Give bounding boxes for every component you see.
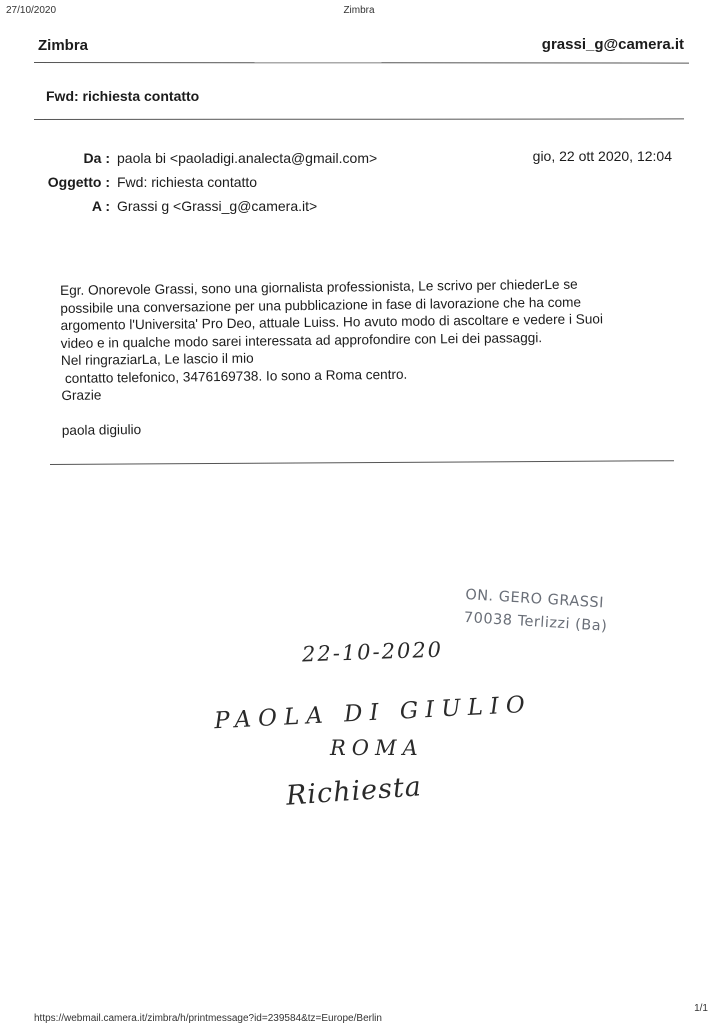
body-line: Nel ringraziarLa, Le lascio il mio [60, 350, 254, 368]
subject-divider [34, 118, 684, 120]
print-date: 27/10/2020 [6, 5, 57, 16]
stamp-line-2: 70038 Terlizzi (Ba) [463, 609, 608, 635]
print-url: https://webmail.camera.it/zimbra/h/printmessage?id=239584&tz=Europe/Berlin [34, 1013, 382, 1024]
handwritten-city: ROMA [330, 736, 424, 760]
print-title: Zimbra [343, 5, 375, 16]
to-value: Grassi g <Grassi_g@camera.it> [117, 198, 318, 214]
from-label: Da : [83, 150, 110, 166]
zimbra-logo-text: Zimbra [38, 37, 89, 54]
rubber-stamp [463, 584, 609, 639]
signature: paola digiulio [61, 421, 142, 438]
page-number: 1/1 [694, 1003, 708, 1014]
subject-value: Fwd: richiesta contatto [117, 174, 258, 190]
handwritten-note: Richiesta [285, 771, 423, 812]
body-line: Grazie [61, 387, 102, 403]
body-line: argomento l'Universita' Pro Deo, attuale Luiss. Ho avuto modo di ascoltare e vedere i Suoi [60, 311, 604, 333]
body-line: possibile una conversazione per una pubblicazione in fase di lavorazione che ha come [60, 294, 582, 316]
message-body [60, 275, 662, 439]
message-subject-title: Fwd: richiesta contatto [46, 88, 200, 104]
handwritten-date: 22-10-2020 [301, 637, 444, 667]
to-label: A : [91, 198, 110, 214]
message-date: gio, 22 ott 2020, 12:04 [532, 148, 672, 164]
body-line: video e in qualche modo sarei interessata ad approfondire con Lei dei passaggi. [60, 329, 543, 351]
account-email: grassi_g@camera.it [541, 36, 684, 53]
handwritten-name: PAOLA DI GIULIO [213, 691, 533, 735]
subject-label: Oggetto : [47, 174, 110, 190]
header-subject-row [0, 174, 718, 194]
body-line: contatto telefonico, 3476169738. Io sono a Roma centro. [61, 366, 408, 386]
stamp-line-1: ON. GERO GRASSI [464, 586, 605, 612]
header-divider [34, 62, 689, 64]
body-line: Egr. Onorevole Grassi, sono una giornalista professionista, Le scrivo per chiederLe se [60, 276, 578, 298]
body-divider [50, 460, 674, 465]
from-value: paola bi <paoladigi.analecta@gmail.com> [117, 150, 378, 166]
header-to-row [0, 198, 718, 218]
